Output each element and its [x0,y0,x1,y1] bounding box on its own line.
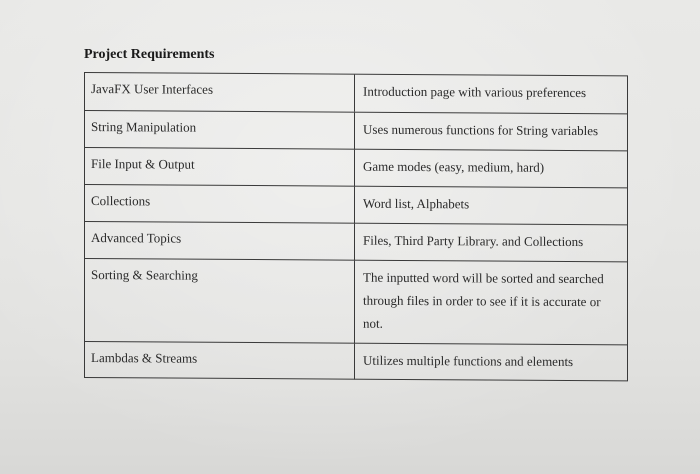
topic-text: String Manipulation [91,119,197,135]
table-row [85,221,627,262]
description-cell [355,75,627,114]
topic-cell [85,73,355,112]
topic-text: Collections [91,193,151,209]
table-row [85,73,627,113]
description-text: Files, Third Party Library. and Collections [363,232,584,250]
description-cell [355,113,627,152]
requirements-table [84,72,628,381]
table-row [85,258,627,345]
document-title: Project Requirements [84,47,215,62]
table-row [85,341,627,381]
topic-text: Advanced Topics [91,230,182,246]
topic-cell [85,148,355,187]
topic-text: Sorting & Searching [91,267,198,283]
description-cell [355,150,627,189]
description-text: Word list, Alphabets [363,195,470,212]
topic-text: File Input & Output [91,156,195,172]
table-row [85,147,627,188]
description-cell [355,344,627,382]
table-row [85,184,627,225]
description-cell [355,224,627,263]
description-text: The inputted word will be sorted and searched through files in order to see if it is accurate or not. [363,269,604,331]
topic-cell [85,259,355,344]
topic-text: Lambdas & Streams [91,350,198,366]
table-row [85,110,627,151]
description-text: Utilizes multiple functions and elements [363,352,574,369]
description-cell [355,187,627,226]
description-text: Game modes (easy, medium, hard) [363,158,545,175]
description-text: Introduction page with various preferences [363,83,587,101]
description-cell [355,261,627,346]
topic-cell [85,222,355,261]
topic-cell [85,342,355,380]
topic-text: JavaFX User Interfaces [91,81,214,97]
topic-cell [85,111,355,150]
topic-cell [85,185,355,224]
description-text: Uses numerous functions for String variables [363,121,599,139]
